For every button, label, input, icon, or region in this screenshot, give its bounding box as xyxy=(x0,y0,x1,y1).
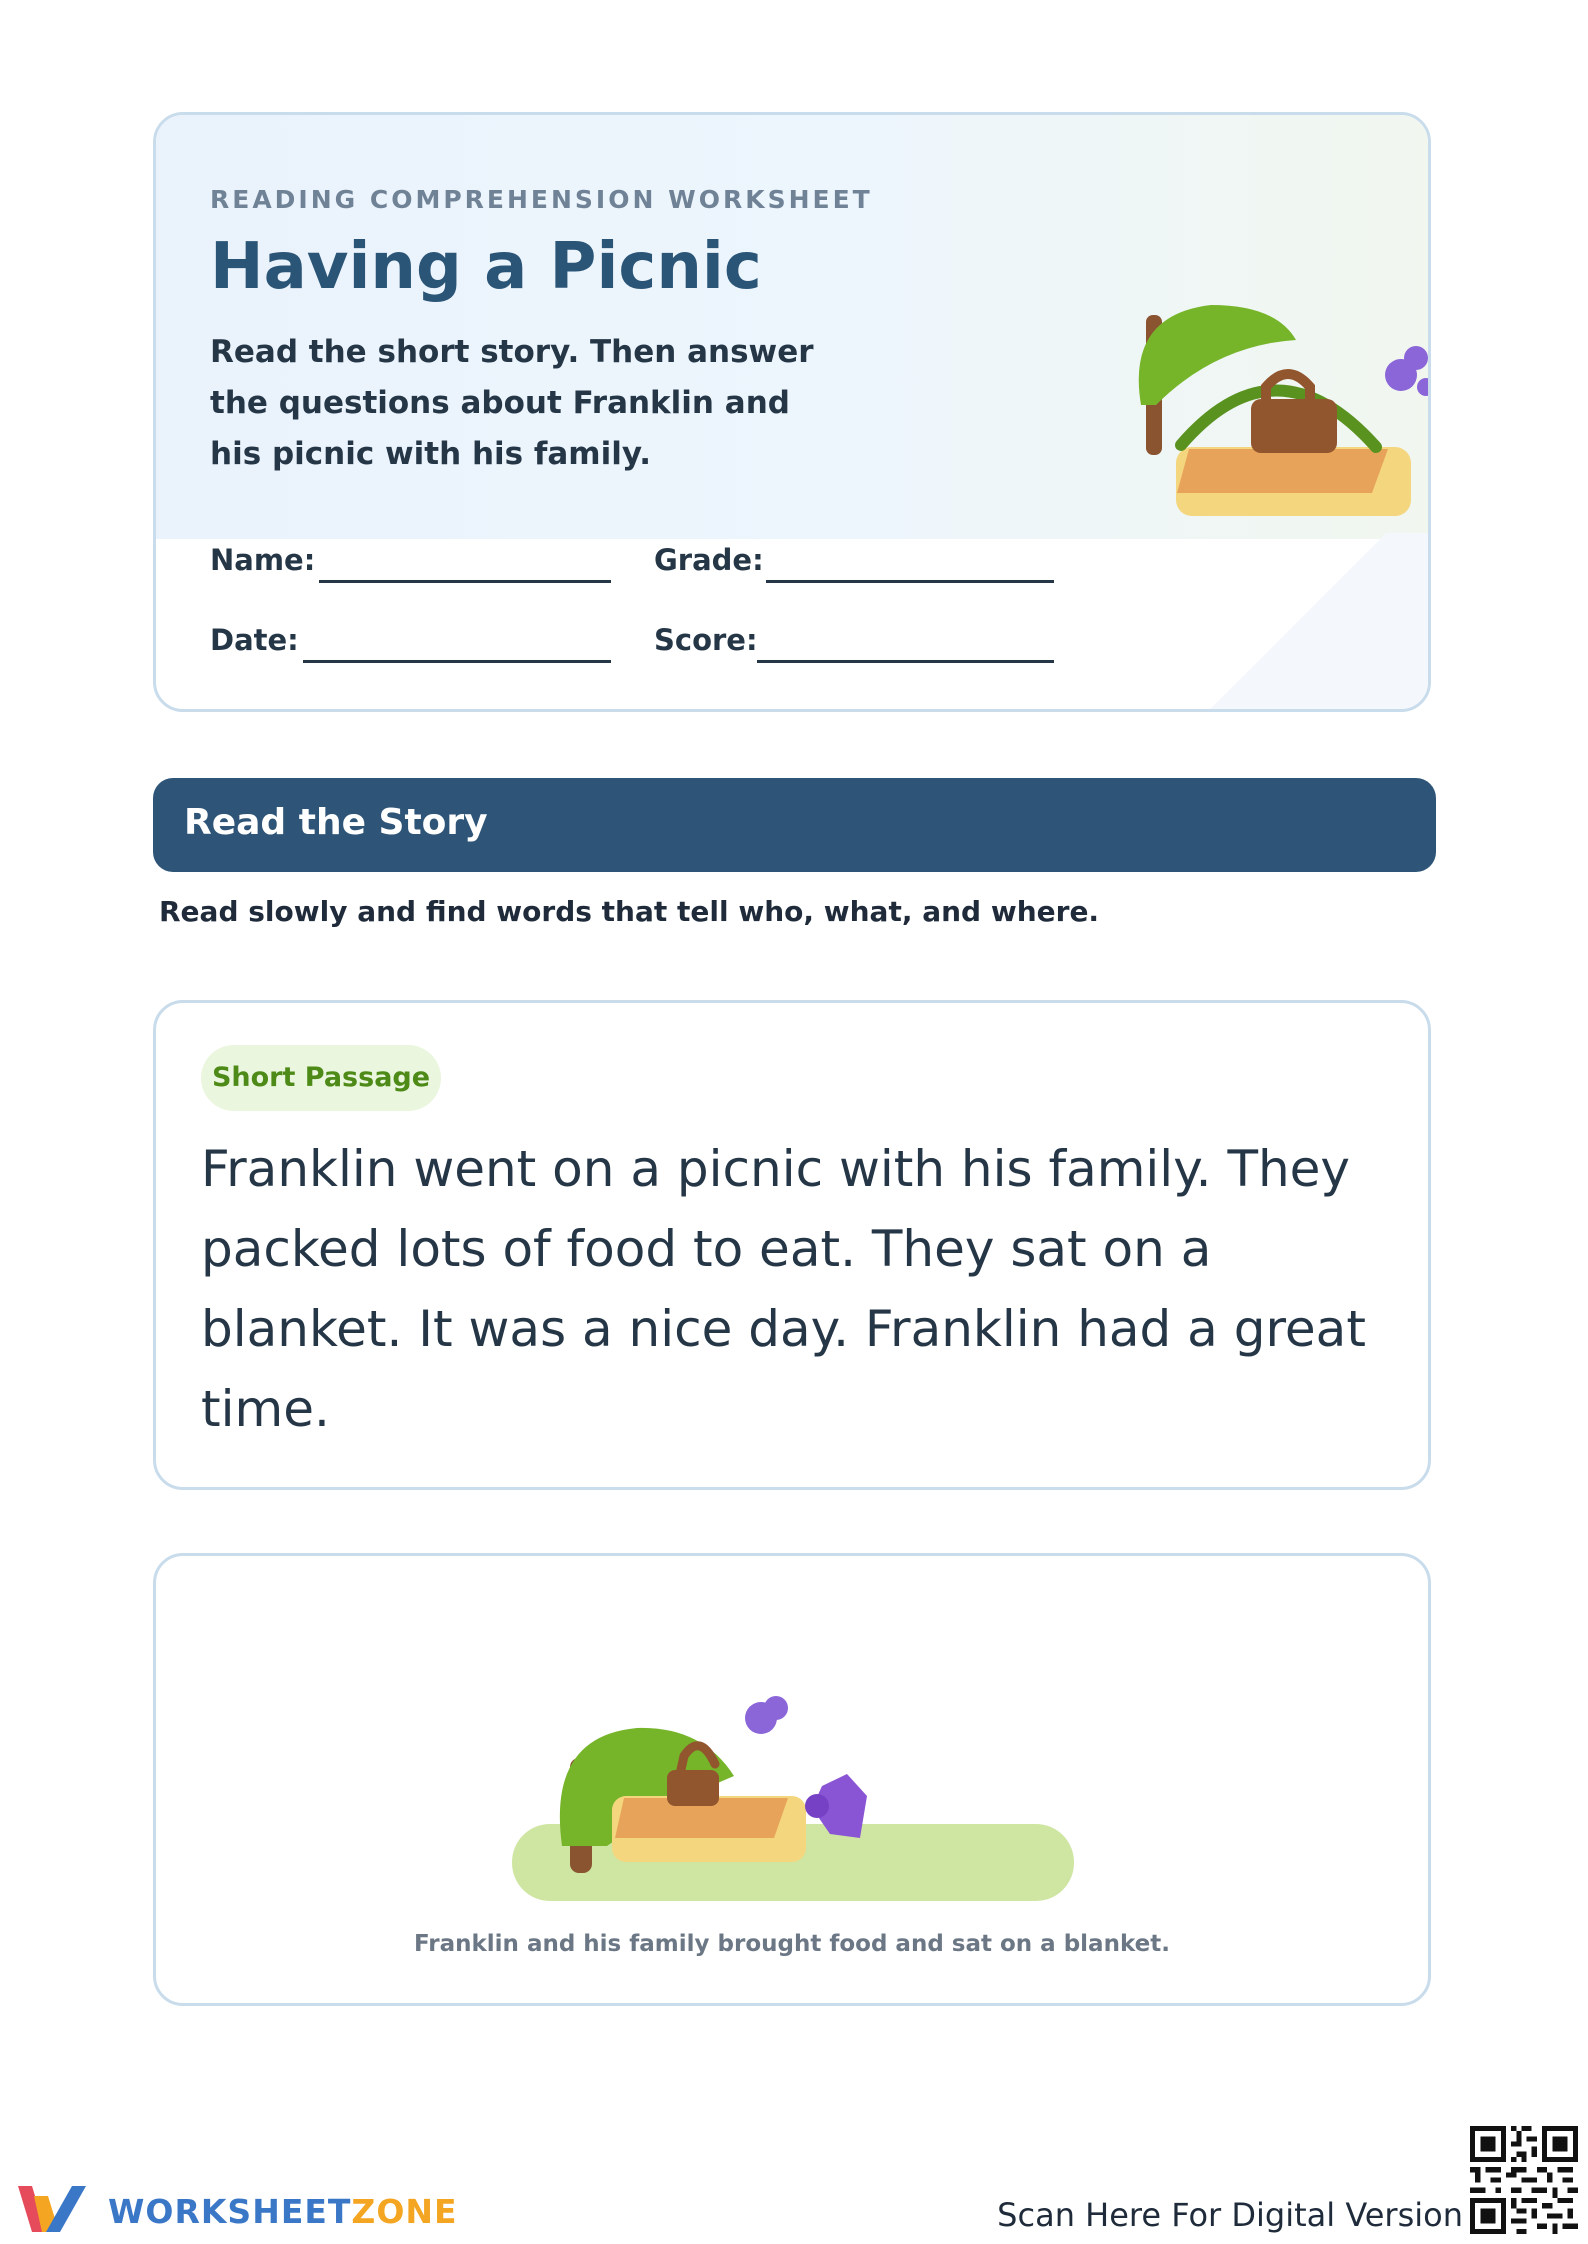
section-instruction: Read slowly and find words that tell who, what, and where. xyxy=(159,895,1100,928)
header-decoration xyxy=(1168,533,1428,709)
worksheetzone-logo-icon xyxy=(16,2180,96,2238)
grade-field[interactable] xyxy=(766,580,1054,583)
brand-part-2: ZONE xyxy=(351,2192,458,2231)
qr-code-icon[interactable] xyxy=(1470,2126,1578,2234)
page-title: Having a Picnic xyxy=(210,230,762,304)
name-field[interactable] xyxy=(319,580,611,583)
passage-text: Franklin went on a picnic with his family. They packed lots of food to eat. They sat on a blanket. It was a nice day. Franklin had a great time. xyxy=(201,1140,1366,1438)
date-field[interactable] xyxy=(303,660,611,663)
name-label: Name: xyxy=(210,543,316,577)
worksheet-type-label: READING COMPREHENSION WORKSHEET xyxy=(210,185,873,214)
passage-badge: Short Passage xyxy=(201,1045,441,1111)
score-label: Score: xyxy=(654,623,758,657)
header-card xyxy=(153,112,1431,712)
brand-name[interactable] xyxy=(108,2192,458,2231)
brand-part-1: WORKSHEET xyxy=(108,2192,352,2231)
illustration-card xyxy=(153,1553,1431,2006)
grade-label: Grade: xyxy=(654,543,764,577)
score-field[interactable] xyxy=(757,660,1054,663)
picnic-scene-icon xyxy=(512,1656,1082,1921)
intro-text: Read the short story. Then answer the questions about Franklin and his picnic with his family. xyxy=(210,334,814,472)
illustration-caption: Franklin and his family brought food and sat on a blanket. xyxy=(414,1931,1170,1957)
passage-card xyxy=(153,1000,1431,1490)
scan-text: Scan Here For Digital Version xyxy=(997,2196,1463,2234)
section-title: Read the Story xyxy=(184,802,488,843)
picnic-basket-tree-icon xyxy=(976,205,1431,545)
section-banner xyxy=(153,778,1436,872)
date-label: Date: xyxy=(210,623,299,657)
